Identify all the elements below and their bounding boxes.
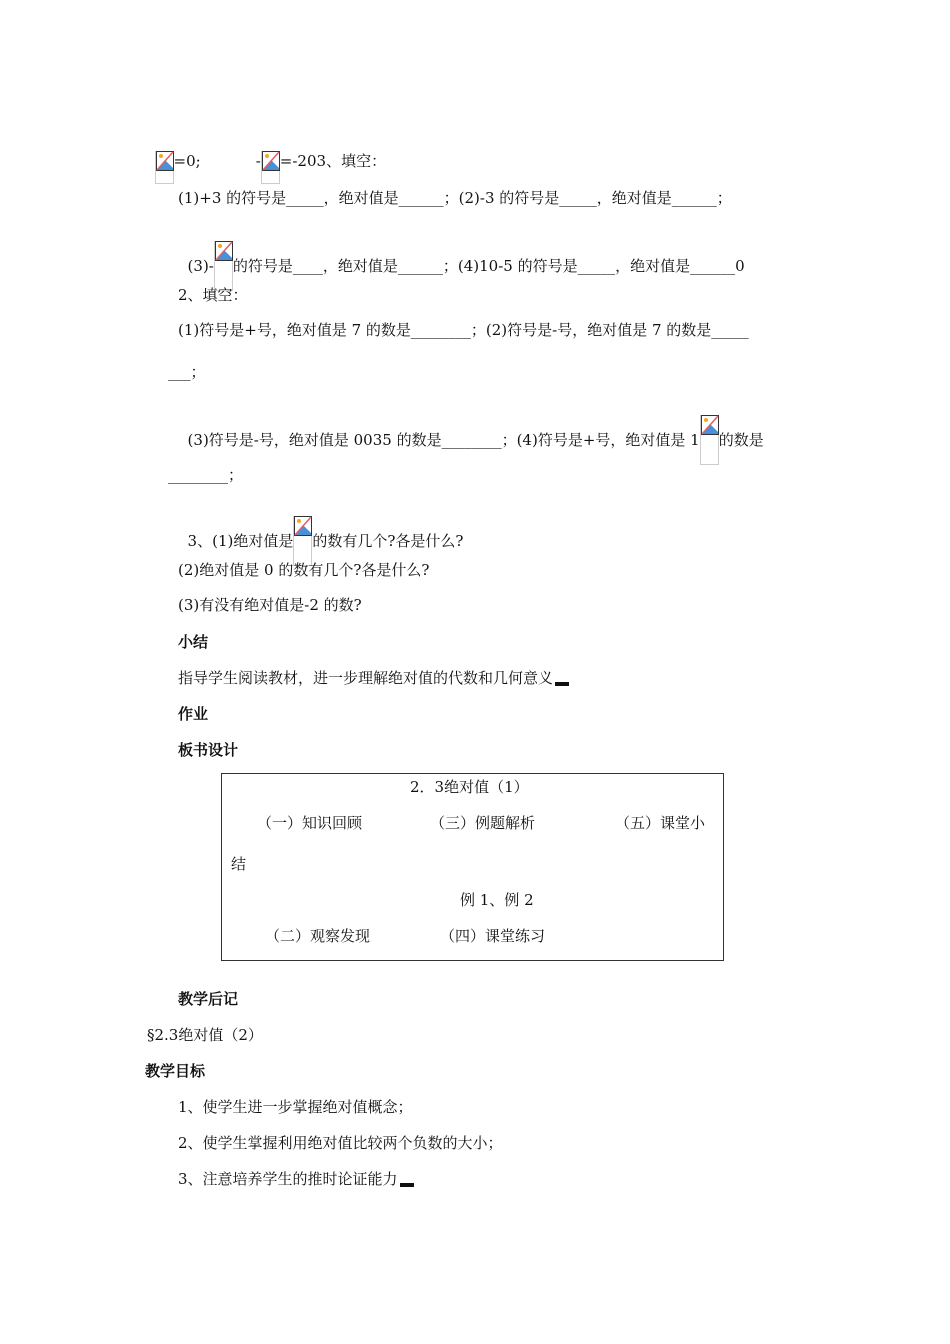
text: =0; xyxy=(173,152,201,170)
line-3 xyxy=(178,221,745,311)
board-item: （二）观察发现 xyxy=(265,927,371,945)
line-4: 2、填空： xyxy=(178,286,248,304)
text: 的符号是____，绝对值是______；(4)10-5 的符号是_____，绝对值是______0 xyxy=(232,257,745,275)
text: =-203、填空： xyxy=(279,152,387,170)
line-7 xyxy=(178,395,764,485)
text: (3)符号是-号，绝对值是 0035 的数是________；(4)符号是+号，绝对值是 1 xyxy=(187,431,700,449)
goal-item xyxy=(178,1169,414,1189)
line-6: ___； xyxy=(168,363,206,381)
board-item: （三）例题解析 xyxy=(430,814,536,832)
board-item: 结 xyxy=(231,855,247,873)
broken-image-icon xyxy=(155,151,174,184)
placeholder-mark xyxy=(555,682,569,686)
line-5: (1)符号是+号，绝对值是 7 的数是________；(2)符号是-号，绝对值是 7 的数是_____ xyxy=(178,321,749,339)
placeholder-mark xyxy=(400,1183,414,1187)
board-item: （五）课堂小 xyxy=(615,814,706,832)
heading-homework: 作业 xyxy=(178,705,209,723)
board-item: （四）课堂练习 xyxy=(440,927,546,945)
section-title: §2.3绝对值（2） xyxy=(147,1026,263,1044)
goal-item: 2、使学生掌握利用绝对值比较两个负数的大小； xyxy=(178,1134,503,1152)
board-item: （一）知识回顾 xyxy=(257,814,363,832)
broken-image-icon xyxy=(293,516,312,566)
line-8: ________； xyxy=(168,466,244,484)
board-design-box xyxy=(221,773,724,961)
line-10: (2)绝对值是 0 的数有几个?各是什么? xyxy=(178,561,430,579)
text: (3)- xyxy=(187,257,214,275)
text: 3、(1)绝对值是 xyxy=(187,532,294,550)
heading-board-design: 板书设计 xyxy=(178,741,239,759)
summary-text xyxy=(178,668,569,688)
text: 的数有几个?各是什么? xyxy=(312,532,464,550)
line-2: (1)+3 的符号是_____，绝对值是______；(2)-3 的符号是_____，绝对值是______； xyxy=(178,189,732,207)
text: 指导学生阅读教材，进一步理解绝对值的代数和几何意义 xyxy=(178,669,554,687)
board-title: 2．3绝对值（1） xyxy=(410,778,529,796)
board-examples: 例 1、例 2 xyxy=(460,891,534,909)
goal-item: 1、使学生进一步掌握绝对值概念； xyxy=(178,1098,413,1116)
text: 3、注意培养学生的推时论证能力 xyxy=(178,1170,398,1188)
broken-image-icon xyxy=(214,241,233,291)
text: - xyxy=(255,152,261,170)
text: 的数是 xyxy=(718,431,764,449)
line-11: (3)有没有绝对值是-2 的数? xyxy=(178,596,362,614)
heading-goals: 教学目标 xyxy=(145,1062,206,1080)
heading-reflection: 教学后记 xyxy=(178,990,239,1008)
heading-summary: 小结 xyxy=(178,633,209,651)
broken-image-icon xyxy=(261,151,280,184)
broken-image-icon xyxy=(700,415,719,465)
